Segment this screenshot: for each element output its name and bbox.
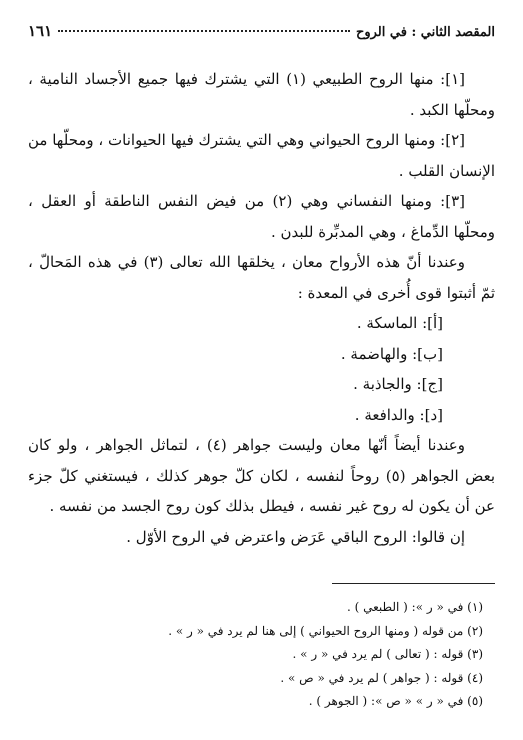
paragraph-animal-spirit: [٢]: ومنها الروح الحيواني وهي التي يشترك فيها الحيوانات ، ومحلّها من الإنسان القلب . — [28, 131, 495, 180]
paragraph-natural-spirit: [١]: منها الروح الطبيعي (١) التي يشترك فيها جميع الأجساد النامية ، ومحلّها الكبد . — [28, 70, 495, 119]
page-header — [28, 22, 495, 40]
footnote-item: (٥) في « ر » « ص »: ( الجوهر ) . — [308, 694, 483, 708]
footnotes — [28, 596, 495, 714]
footnote-item: (٣) قوله : ( تعالى ) لم يرد في « ر » . — [292, 647, 483, 661]
paragraph-objection: إن قالوا: الروح الباقي عَرَض واعترض في الروح الأوّل . — [126, 527, 465, 546]
list-item-attractive: [ج]: والجاذبة . — [353, 375, 443, 393]
footnote-separator — [332, 583, 495, 584]
paragraph-psychic-spirit: [٣]: ومنها النفساني وهي (٢) من فيض النفس الناطقة أو العقل ، ومحلّها الدِّماغ ، وهي المدبِّرة للبدن . — [28, 192, 495, 241]
page-number: ١٦١ — [28, 22, 53, 40]
list-item-expulsive: [د]: والدافعة . — [354, 405, 443, 424]
running-title: المقصد الثاني : في الروح — [355, 25, 495, 40]
footnote-item: (٤) قوله : ( جواهر ) لم يرد في « ص » . — [280, 670, 483, 685]
paragraph-meanings-not-substances: وعندنا أيضاً أنّها معان وليست جواهر (٤) ، لتماثل الجواهر ، ولو كان بعض الجواهر (٥) روحاً لنفسه ، لكان كلّ جوهر كذلك ، فيستغني كلّ جزء عن أن يكون له روح غير نفسه ، فيطل بذلك كون روح الجسد من نفسه . — [28, 436, 495, 515]
list-item-retentive: [أ]: الماسكة . — [356, 314, 443, 332]
list-item-digestive: [ب]: والهاضمة . — [340, 344, 443, 363]
paragraph-our-view: وعندنا أنّ هذه الأرواح معان ، يخلقها الله تعالى (٣) في هذه المَحالّ ، ثمّ أثبتوا قوى أُخرى في المعدة : — [28, 253, 495, 302]
book-page — [28, 0, 495, 740]
header-leader-dots — [58, 30, 350, 32]
main-text — [28, 64, 495, 552]
footnote-item: (٢) من قوله ( ومنها الروح الحيواني ) إلى هنا لم يرد في « ر » . — [168, 623, 483, 638]
footnote-item: (١) في « ر »: ( الطبعي ) . — [346, 600, 483, 614]
